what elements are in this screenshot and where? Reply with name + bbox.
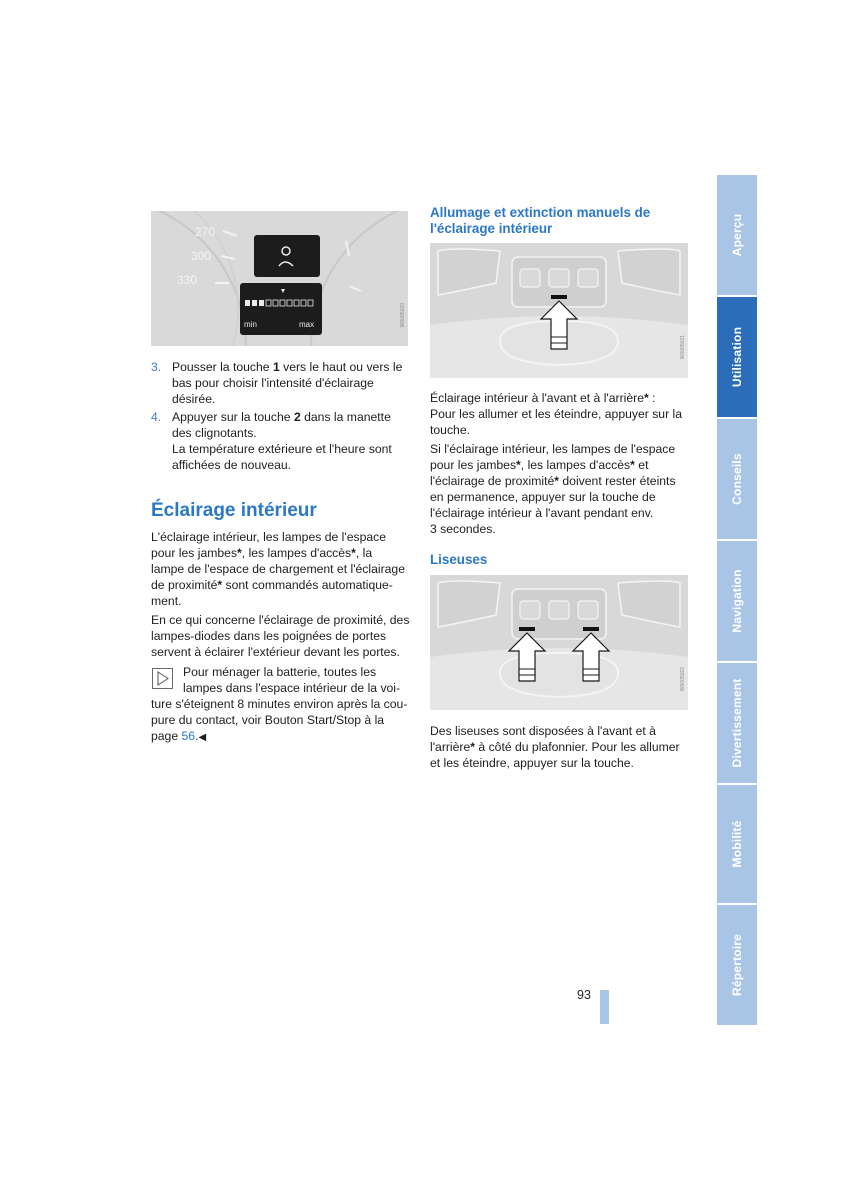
- heading-line: Allumage et extinction manuels de: [430, 205, 651, 220]
- paragraph-reading-lights: [430, 723, 700, 771]
- text-line: doivent rester éteints: [559, 474, 676, 488]
- tab-mobilite[interactable]: [717, 785, 757, 903]
- text-line: lampes dans l'espace intérieur de la voi-: [183, 681, 401, 695]
- text-line: lampes-diodes dans les poignées de portes: [151, 629, 387, 643]
- asterisk: *: [630, 458, 635, 472]
- text-line: ment.: [151, 594, 182, 608]
- text-line: à côté du plafonnier. Pour les allumer: [475, 740, 680, 754]
- text-line: Des liseuses sont disposées à l'avant et à: [430, 724, 656, 738]
- text-line: Pour ménager la batterie, toutes les: [183, 665, 377, 679]
- figure-code: W0005021: [680, 335, 686, 360]
- text-line: pure du contact, voir Bouton Start/Stop à la: [151, 713, 385, 727]
- step-3: [151, 359, 411, 407]
- tab-apercu[interactable]: [717, 175, 757, 295]
- asterisk: *: [470, 740, 476, 754]
- tab-divertissement[interactable]: [717, 663, 757, 783]
- note-battery: [151, 664, 415, 746]
- section-heading-reading-lights: Liseuses: [430, 552, 488, 567]
- scale-label-330: 330: [177, 273, 198, 287]
- step-text: des clignotants.: [172, 426, 257, 440]
- text-line: sont commandés automatique-: [222, 578, 393, 592]
- text-line: servent à éclairer l'extérieur devant les portes.: [151, 645, 400, 659]
- key-number: 1: [272, 360, 280, 374]
- paragraph-permanent-off: [430, 441, 700, 537]
- page-number-bar: [600, 990, 609, 1024]
- text-line: :: [648, 391, 656, 405]
- text-line: lampe de l'espace de chargement et l'éclairage: [151, 562, 405, 576]
- asterisk: *: [237, 546, 242, 560]
- step-number: 3.: [151, 360, 162, 374]
- page-number: 93: [577, 988, 591, 1002]
- text-line: l'éclairage de proximité: [430, 474, 555, 488]
- tab-repertoire[interactable]: [717, 905, 757, 1025]
- paragraph-proximity-lighting: [151, 612, 413, 660]
- text-line: touche.: [430, 423, 470, 437]
- step-text: affichées de nouveau.: [172, 458, 292, 472]
- text-line: Éclairage intérieur à l'avant et à l'arrière: [430, 391, 644, 405]
- tab-label: Répertoire: [730, 933, 744, 997]
- text-line: en permanence, appuyer sur la touche de: [430, 490, 656, 504]
- heading-line: l'éclairage intérieur: [430, 221, 553, 236]
- asterisk: *: [351, 546, 356, 560]
- end-mark: ◀: [198, 732, 207, 743]
- tab-navigation[interactable]: [717, 541, 757, 661]
- tab-conseils[interactable]: [717, 419, 757, 539]
- scale-label-300: 300: [191, 249, 212, 263]
- text-line: Pour les allumer et les éteindre, appuyer sur la: [430, 407, 683, 421]
- tab-label: Utilisation: [730, 326, 744, 388]
- text-line: En ce qui concerne l'éclairage de proximité, des: [151, 613, 410, 627]
- ceiling-console-illustration: [430, 243, 688, 378]
- step-text: vers le haut ou vers le: [279, 360, 403, 374]
- step-text: dans la manette: [300, 410, 391, 424]
- text-line: , la: [355, 546, 373, 560]
- tab-label: Aperçu: [730, 213, 744, 257]
- display-max-label: max: [299, 320, 315, 329]
- step-text: désirée.: [172, 392, 216, 406]
- asterisk: *: [217, 578, 223, 592]
- text-line: pour les jambes: [430, 458, 517, 472]
- instrument-cluster-figure: [151, 211, 408, 346]
- display-min-label: min: [244, 320, 257, 329]
- step-text: La température extérieure et l'heure sont: [172, 442, 392, 456]
- paragraph-front-rear-lighting: [430, 390, 700, 438]
- asterisk: *: [554, 474, 560, 488]
- text-line: .: [195, 729, 199, 743]
- tab-label: Conseils: [730, 453, 744, 505]
- text-line: pour les jambes: [151, 546, 238, 560]
- tab-utilisation[interactable]: [717, 297, 757, 417]
- tab-label: Navigation: [730, 569, 744, 633]
- step-text: bas pour choisir l'intensité d'éclairage: [172, 376, 374, 390]
- asterisk: *: [516, 458, 521, 472]
- text-line: l'arrière: [430, 740, 471, 754]
- section-heading-manual-lighting: [430, 205, 700, 237]
- key-number: 2: [293, 410, 301, 424]
- tab-label: Mobilité: [730, 820, 744, 868]
- text-line: Si l'éclairage intérieur, les lampes de l'espace: [430, 442, 676, 456]
- text-line: l'éclairage intérieur à l'avant pendant env.: [430, 506, 654, 520]
- reading-lights-figure: [430, 575, 688, 710]
- step-number: 4.: [151, 410, 162, 424]
- text-line: 3 secondes.: [430, 522, 496, 536]
- step-text: Pousser la touche: [172, 360, 273, 374]
- figure-code: W0005022: [680, 667, 686, 692]
- step-4: [151, 409, 411, 473]
- text-line: L'éclairage intérieur, les lampes de l'espace: [151, 530, 386, 544]
- text-line: de proximité: [151, 578, 218, 592]
- tab-label: Divertissement: [730, 678, 744, 768]
- figure-code: W0005020: [400, 303, 406, 328]
- paragraph-interior-lighting: [151, 529, 413, 609]
- step-text: Appuyer sur la touche: [172, 410, 294, 424]
- text-line: ture s'éteignent 8 minutes environ après la cou-: [151, 697, 408, 711]
- text-line: , les lampes d'accès: [241, 546, 352, 560]
- text-line: , les lampes d'accès: [520, 458, 631, 472]
- text-line: page: [151, 729, 182, 743]
- section-heading: Éclairage intérieur: [151, 500, 317, 521]
- text-line: et les éteindre, appuyer sur la touche.: [430, 756, 634, 770]
- reading-lights-illustration: [430, 575, 688, 710]
- text-line: et: [634, 458, 649, 472]
- ceiling-light-figure: [430, 243, 688, 378]
- page-link[interactable]: 56: [181, 729, 196, 743]
- asterisk: *: [643, 391, 649, 405]
- scale-label-270: 270: [195, 225, 216, 239]
